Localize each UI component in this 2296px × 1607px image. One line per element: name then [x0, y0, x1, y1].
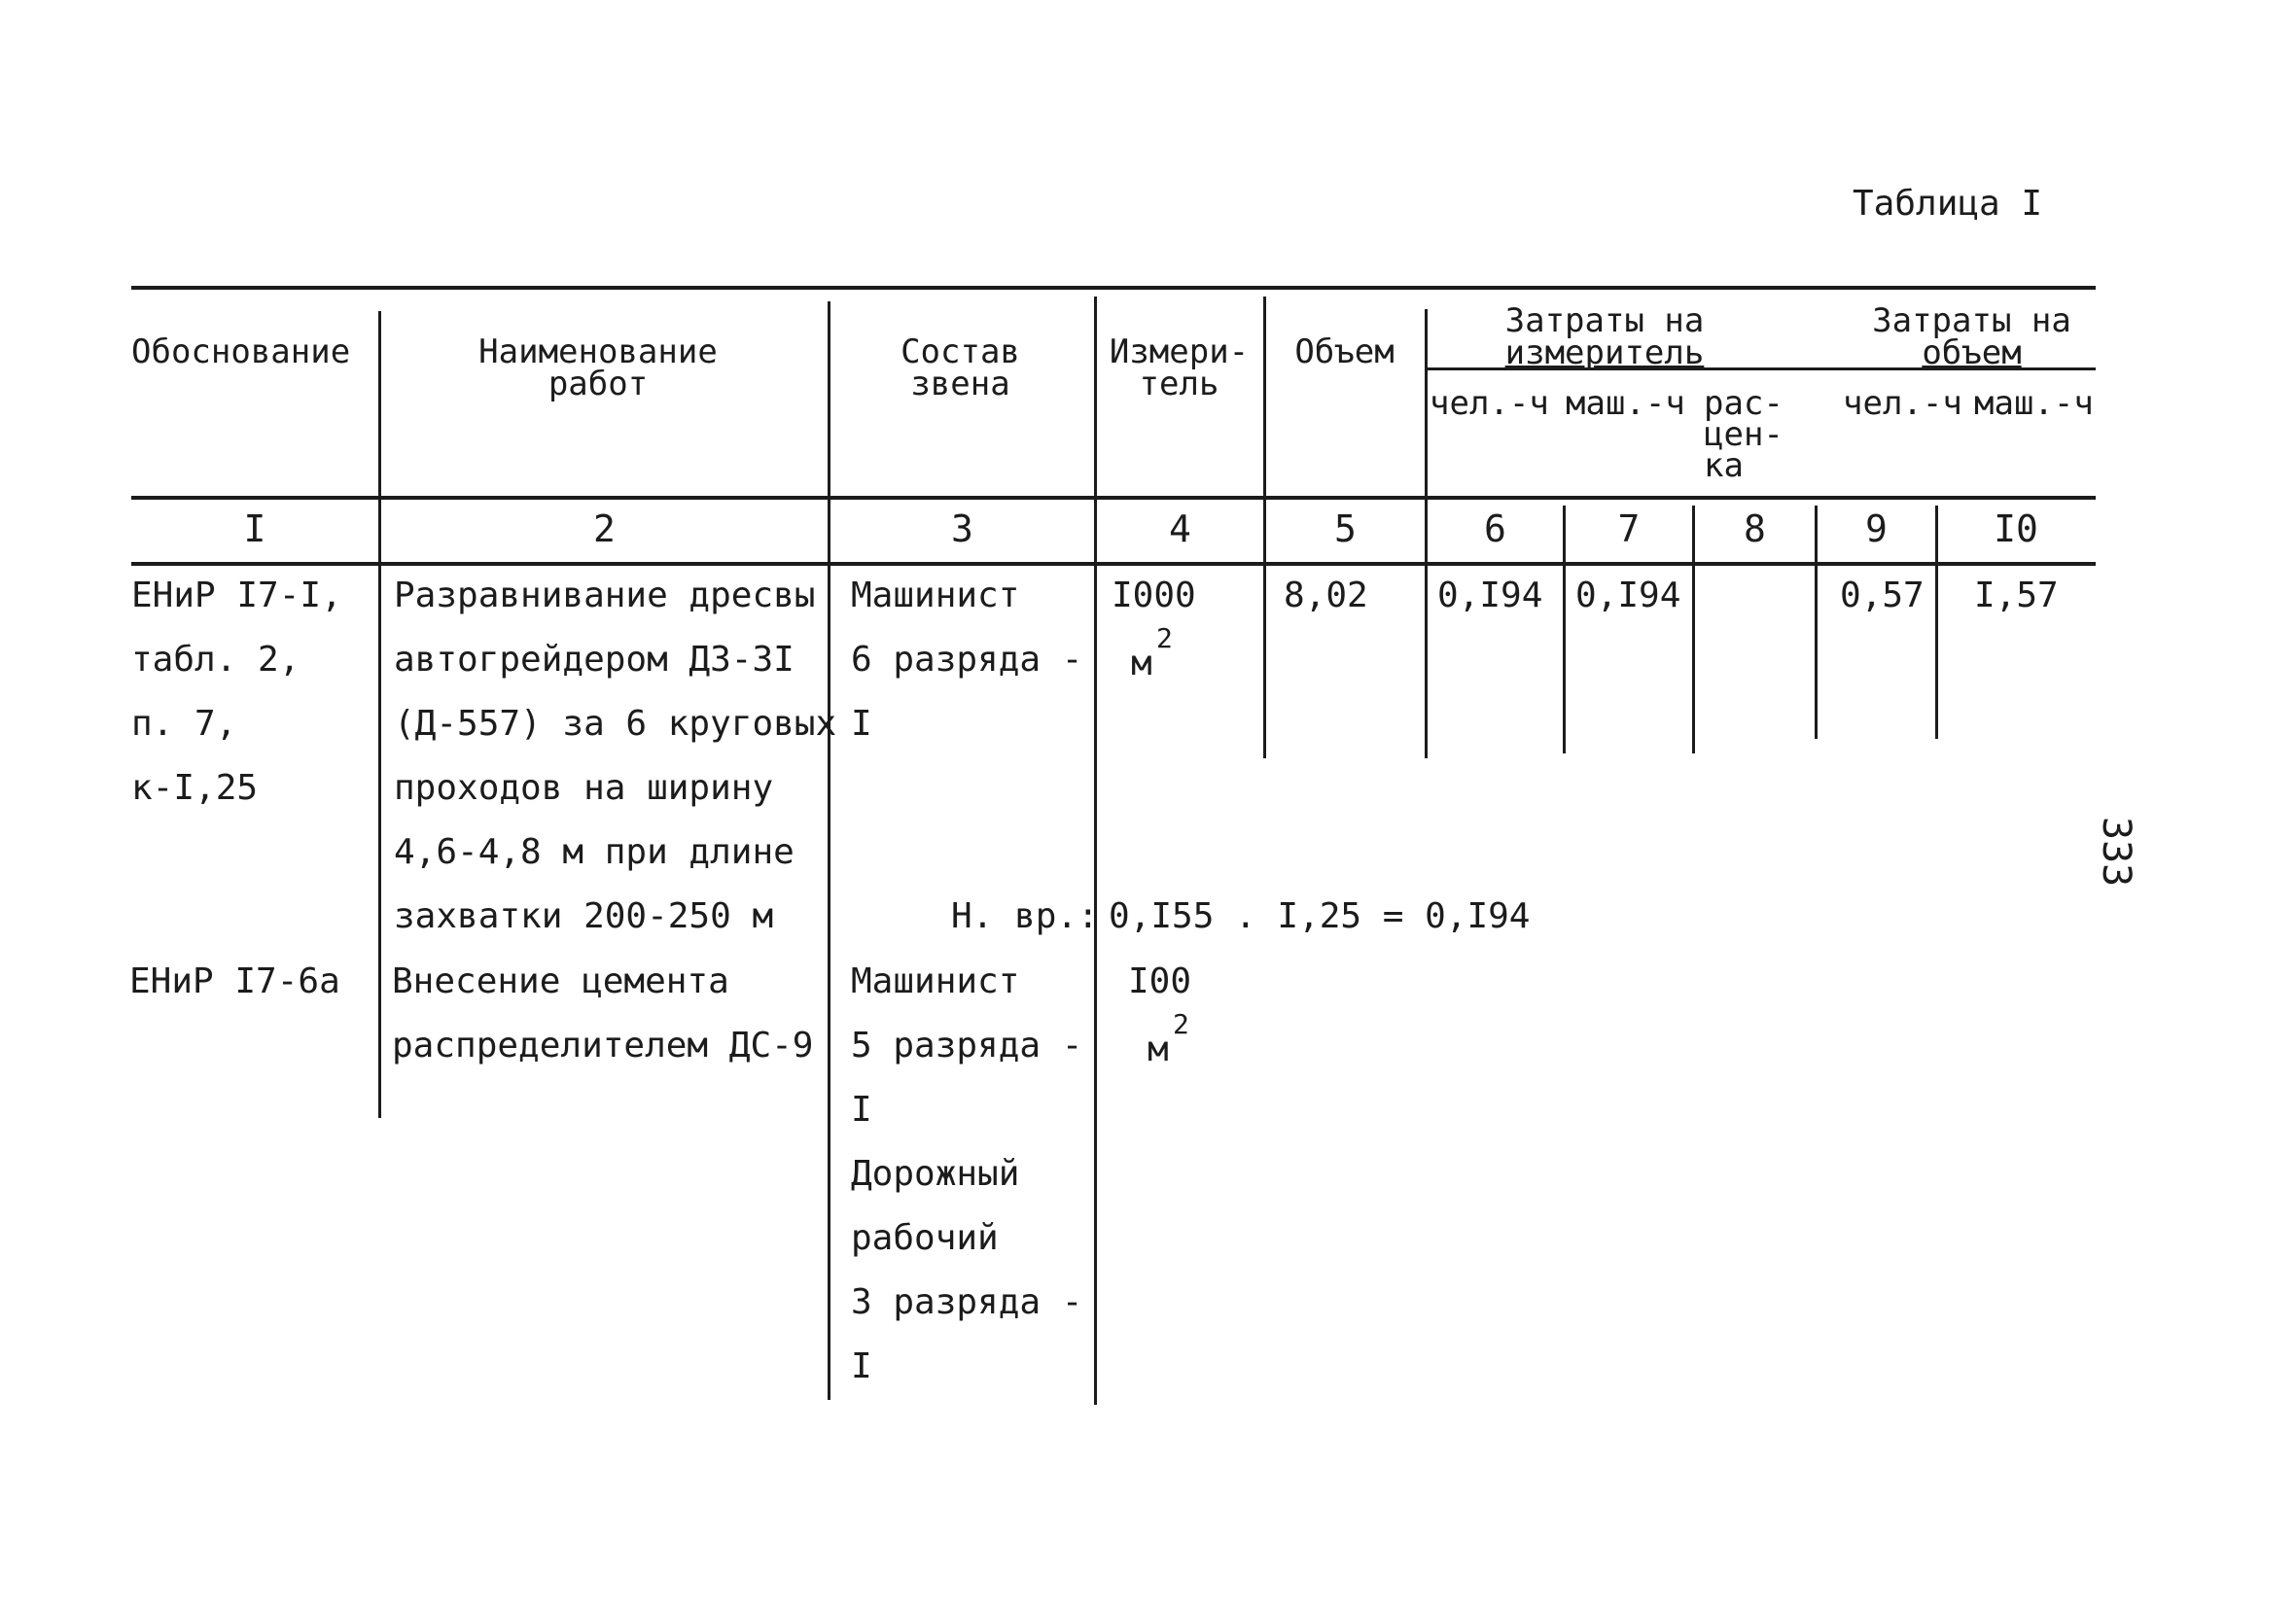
column-number: 8 — [1744, 507, 1766, 550]
column-number: 9 — [1865, 507, 1888, 550]
norm-label: Н. вр.: — [951, 896, 1099, 936]
row2-crew-line: 5 разряда - — [851, 1026, 1083, 1066]
row2-crew-line: Машинист — [851, 961, 1020, 1001]
row1-work-line: Разравнивание дресвы — [394, 576, 816, 615]
row1-work-line: (Д-557) за 6 круговых — [394, 704, 837, 744]
row1-basis-line: табл. 2, — [131, 640, 300, 680]
row1-machine-per-volume: I,57 — [1974, 576, 2059, 615]
header-group-measure-1: Затраты на — [1504, 301, 1705, 340]
row1-crew-line: I — [851, 704, 872, 744]
col-divider-2 — [828, 301, 830, 1400]
row1-work-line: автогрейдером ДЗ-3I — [394, 640, 795, 680]
header-unit-1: Измери- — [1109, 332, 1250, 371]
table-top-rule — [131, 286, 2096, 290]
row1-labour-per-unit: 0,I94 — [1437, 576, 1543, 615]
row1-unit-measure: м — [1131, 644, 1152, 683]
row1-volume: 8,02 — [1284, 576, 1368, 615]
row1-basis-line: ЕНиР I7-I, — [131, 576, 342, 615]
row1-labour-per-volume: 0,57 — [1840, 576, 1925, 615]
header-sub-8-3: ка — [1704, 446, 1744, 485]
row1-work-line: 4,6-4,8 м при длине — [394, 832, 795, 872]
column-number: 7 — [1617, 507, 1641, 550]
header-sub-7: маш.-ч — [1566, 384, 1685, 423]
row2-unit-value: I00 — [1128, 961, 1192, 1001]
header-sub-8-2: цен- — [1704, 415, 1784, 454]
norm-formula: 0,I55 . I,25 = 0,I94 — [1109, 896, 1531, 936]
column-number: 5 — [1334, 507, 1357, 550]
header-group-measure-2: измеритель — [1504, 333, 1705, 372]
row2-work-line: распределителем ДС-9 — [392, 1026, 814, 1066]
row2-unit-power: 2 — [1173, 1008, 1189, 1040]
header-sub-6: чел.-ч — [1430, 384, 1549, 423]
column-number: 6 — [1484, 507, 1506, 550]
column-number: I — [243, 507, 266, 550]
row1-crew-line: Машинист — [851, 576, 1020, 615]
header-crew-2: звена — [910, 365, 1010, 403]
table-label: Таблица I — [1853, 184, 2043, 224]
row1-work-line: проходов на ширину — [394, 768, 774, 808]
header-work-name-1: Наименование — [478, 332, 718, 371]
column-number: I0 — [1994, 507, 2038, 550]
row2-crew-line: рабочий — [851, 1218, 999, 1258]
row1-basis-line: п. 7, — [131, 704, 237, 744]
numbers-bottom-rule — [131, 562, 2096, 566]
header-volume: Объем — [1294, 332, 1395, 371]
header-unit-2: тель — [1139, 365, 1219, 403]
col-divider-1 — [378, 311, 381, 1118]
row2-crew-line: I — [851, 1090, 872, 1130]
row2-work-line: Внесение цемента — [392, 961, 729, 1001]
header-sub-8-1: рас- — [1704, 384, 1784, 423]
page-number: 333 — [2094, 817, 2138, 888]
header-sub-9: чел.-ч — [1843, 384, 1962, 423]
column-number: 4 — [1169, 507, 1191, 550]
header-basis: Обоснование — [131, 332, 351, 371]
column-number: 3 — [951, 507, 973, 550]
header-group-volume-1: Затраты на — [1872, 301, 2071, 340]
row1-work-line: захватки 200-250 м — [394, 896, 774, 936]
row1-unit-power: 2 — [1156, 622, 1173, 654]
header-sub-10: маш.-ч — [1974, 384, 2094, 423]
header-work-name-2: работ — [548, 365, 649, 403]
header-group-volume-2: объем — [1922, 333, 2022, 372]
row2-crew-line: I — [851, 1346, 872, 1386]
header-bottom-rule — [131, 496, 2096, 500]
row1-machine-per-unit: 0,I94 — [1575, 576, 1681, 615]
row1-unit-value: I000 — [1112, 576, 1196, 615]
col-divider-3 — [1094, 297, 1097, 1405]
row2-crew-line: 3 разряда - — [851, 1282, 1083, 1322]
row2-crew-line: Дорожный — [851, 1154, 1020, 1194]
header-crew-1: Состав — [901, 332, 1020, 371]
row2-unit-measure: м — [1148, 1030, 1169, 1069]
row2-basis-line: ЕНиР I7-6а — [129, 961, 340, 1001]
column-number: 2 — [593, 507, 616, 550]
row1-crew-line: 6 разряда - — [851, 640, 1083, 680]
row1-basis-line: к-I,25 — [131, 768, 259, 808]
